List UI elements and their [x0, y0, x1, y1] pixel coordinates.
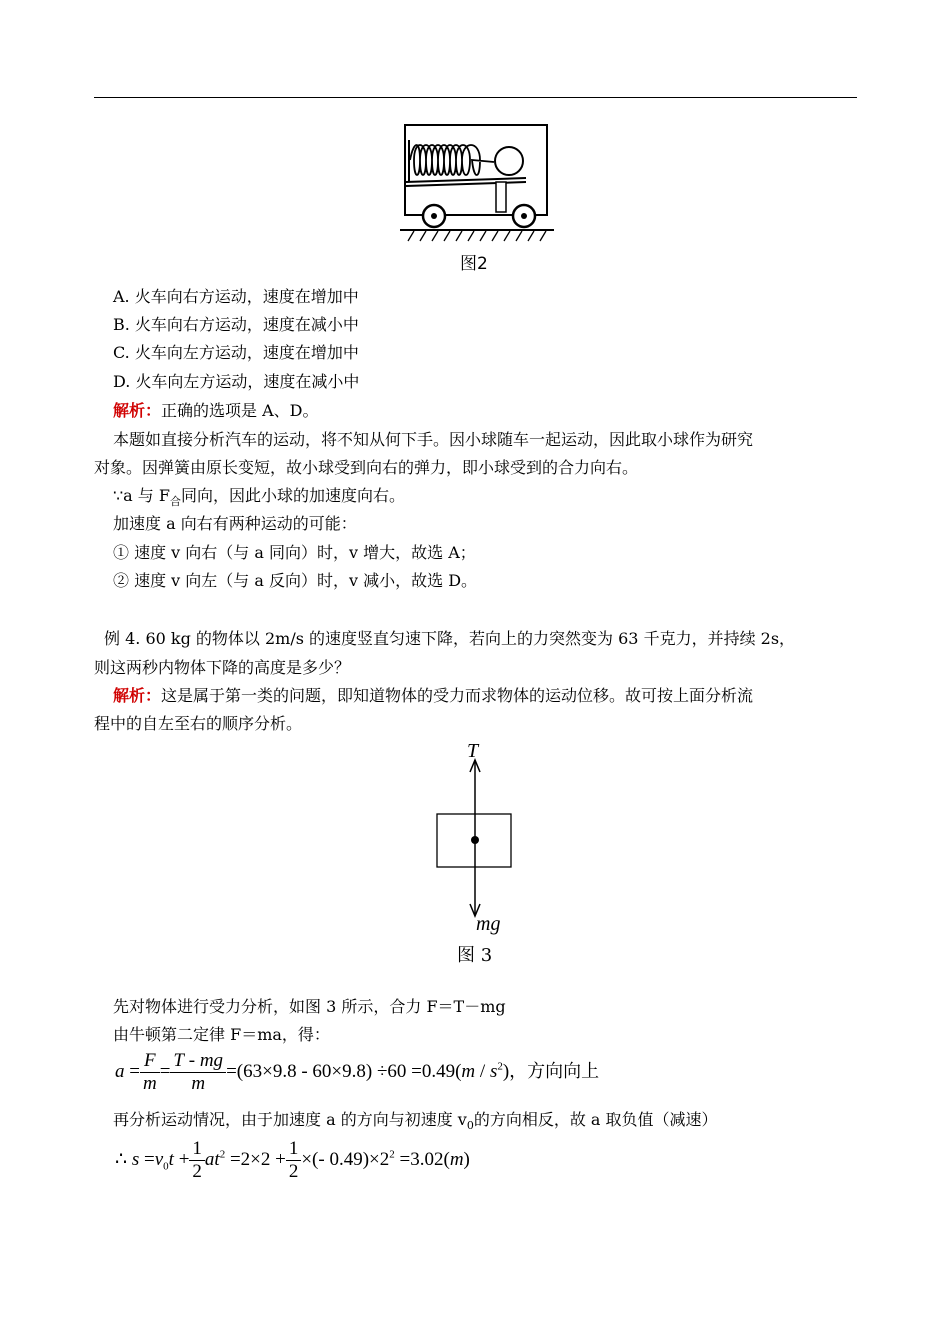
analysis1-label: 解析：	[113, 401, 162, 420]
fig2-caption: 图2	[460, 254, 488, 274]
solution-s3	[113, 1110, 718, 1136]
example4-l1: 例 4. 60 kg 的物体以 2m/s 的速度竖直匀速下降，若向上的力突然变为 63 千克力，并持续 2s，	[104, 629, 796, 648]
analysis1-answer: 正确的选项是 A、D。	[161, 401, 319, 420]
fig3-caption: 图 3	[457, 945, 493, 966]
analysis1-p1-l2: 对象。因弹簧由原长变短，故小球受到向右的弹力，即小球受到的合力向右。	[94, 458, 639, 477]
weight-label: mg	[476, 913, 501, 935]
example4-a-l1: 这是属于第一类的问题，即知道物体的受力而求物体的运动位移。故可按上面分析流	[161, 686, 754, 705]
equation-displacement: ∴ $s =v_0t$ + $\frac{1}{2}$ $at^2 =2\times 2$ + $\frac{1}{2}$ ×(- $0.49)\times 2^2 =3.02(m)$	[115, 1138, 470, 1182]
analysis1-p5: ② 速度 v 向左（与 a 反向）时，v 减小，故选 D。	[113, 571, 478, 590]
analysis1-p2-post: 同向，因此小球的加速度向右。	[181, 486, 406, 505]
example4-a-l2: 程中的自左至右的顺序分析。	[94, 714, 303, 733]
option-d: D. 火车向左方运动，速度在减小中	[113, 372, 360, 391]
cart-spring-figure	[398, 120, 558, 245]
analysis1-p2	[113, 486, 405, 512]
solution-s3-pre: 再分析运动情况，由于加速度 a 的方向与初速度 v	[113, 1110, 467, 1129]
analysis1-p1-l1: 本题如直接分析汽车的运动，将不知从何下手。因小球随车一起运动，因此取小球作为研究	[113, 430, 754, 449]
solution-s2: 由牛顿第二定律 F＝ma，得：	[113, 1025, 330, 1044]
analysis1-p4: ① 速度 v 向右（与 a 同向）时，v 增大，故选 A；	[113, 543, 476, 562]
option-a: A. 火车向右方运动，速度在增加中	[113, 287, 359, 306]
solution-s3-sub: 0	[466, 1119, 474, 1133]
equation-acceleration: a = $\frac{F}{m}$ = $\frac{T - mg}{m}$ $=(63\times 9.8 - 60\times 9.8) \div 60 =0.49(m / s^2)$，方向向上	[115, 1050, 600, 1094]
example4-analysis	[113, 686, 753, 706]
analysis1-p2-sub: 合	[170, 495, 181, 509]
tension-label: T	[467, 742, 479, 762]
analysis1-p3: 加速度 a 向右有两种运动的可能：	[113, 514, 357, 533]
analysis1-answer-line	[113, 401, 319, 421]
equation-direction: ，方向向上	[509, 1060, 600, 1082]
example4-label: 解析：	[113, 686, 162, 705]
analysis1-p2-pre: ∵a 与 F	[113, 486, 170, 505]
solution-s3-post: 的方向相反，故 a 取负值（减速）	[473, 1110, 718, 1129]
option-b: B. 火车向右方运动，速度在减小中	[113, 315, 359, 334]
solution-s1: 先对物体进行受力分析，如图 3 所示，合力 F＝T－mg	[113, 997, 506, 1016]
force-diagram	[430, 742, 530, 942]
example4-l2: 则这两秒内物体下降的高度是多少？	[94, 658, 351, 677]
header-rule	[94, 97, 857, 98]
option-c: C. 火车向左方运动，速度在增加中	[113, 343, 359, 362]
